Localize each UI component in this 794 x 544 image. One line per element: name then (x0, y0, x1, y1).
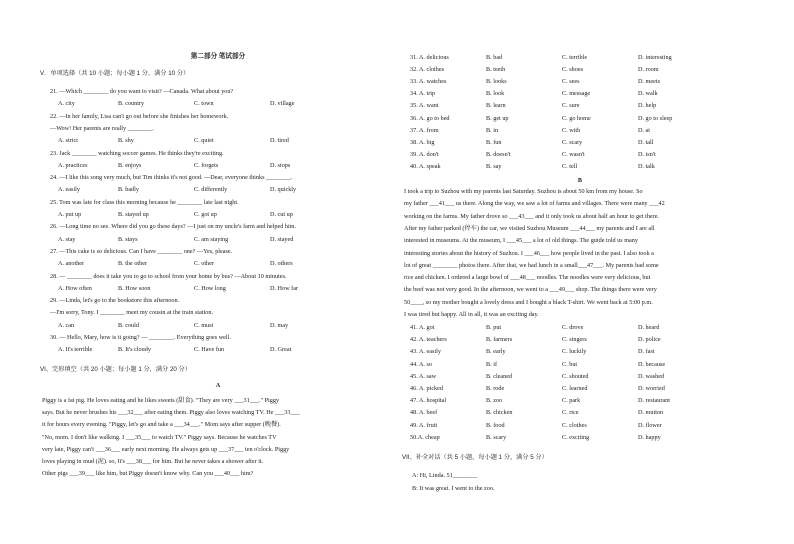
answer-option: D. heard (638, 324, 660, 331)
passage-line: working on the farms. My father drove so ___43___ and it only took us about half an hour to get there. (404, 212, 660, 220)
answer-option: A. stay (58, 235, 76, 243)
answer-option: 32. A. clothes (410, 66, 445, 74)
answer-option: C. differently (194, 186, 228, 194)
answer-option: D. room (638, 66, 659, 74)
answer-option: C. rice (562, 409, 579, 417)
answer-option: A. can (58, 321, 75, 329)
answer-option: A. easily (58, 186, 80, 194)
answer-option: D. stayed (270, 235, 294, 243)
answer-option: B. fun (486, 138, 502, 146)
answer-option: C. scary (562, 138, 583, 146)
answer-option: A. It's terrible (58, 346, 93, 354)
answer-option: D. happy (638, 433, 661, 441)
question-stem: 21. —Which ________ do you want to visit? —Canada. What about you? (50, 88, 234, 95)
answer-option: B. put (486, 324, 502, 331)
answer-option: B. How soon (118, 284, 151, 292)
dialogue-line: B: It was great. I went to the zoo. (412, 485, 495, 492)
answer-option: 37. A. from (410, 126, 439, 134)
question-stem: 29. —Linda, let's go to the bookstore this afternoon. (50, 297, 180, 305)
passage-line: I took a trip to Suzhou with my parents last Saturday. Suzhou is about 50 km from my house. So (404, 188, 643, 195)
answer-option: D. cut up (270, 211, 293, 218)
passage-line: lot of great ________ photos there. After that, we had lunch in a small___47___. My parents had some (404, 261, 659, 269)
passage-line: says. But he never brushes his ___32___ after eating them. Piggy also loves watching TV. He ___33___ (42, 409, 300, 417)
answer-option: C. wasn't (562, 150, 585, 158)
passage-line: my father ___41___ us there. Along the way, we saw a lot of farms and villages. There were many ___42 (404, 200, 665, 208)
answer-option: C. Have fun (194, 346, 225, 354)
part-title: 第二部分 笔试部分 (190, 53, 246, 60)
passage-line: Other pigs ___39___ like him, but Piggy doesn't know why. Can you ___40___ him? (42, 470, 254, 478)
answer-option: B. look (486, 90, 505, 98)
question-stem: 30. — Hello, Mary, how is it going? — ________. Everything goes well. (50, 334, 231, 341)
answer-option: B. early (486, 348, 506, 356)
answer-option: D. talk (638, 162, 655, 170)
answer-option: D. tall (638, 138, 654, 146)
answer-option: B. country (118, 100, 145, 108)
answer-option: C. sees (562, 78, 580, 86)
answer-option: 45. A. saw (410, 372, 437, 380)
answer-option: B. looks (486, 78, 507, 86)
passage-line: interesting stories about the history of Suzhou. I ___46___ how people lived in the past. I also took a (404, 249, 654, 257)
answer-option: 33. A. watches (410, 78, 447, 86)
question-stem: 26. —Long time no see. Where did you go these days? —I just on my uncle's farm and helped him. (50, 223, 297, 231)
answer-option: D. interesting (638, 54, 672, 61)
question-stem: 28. — ________ does it take you to go to school from your home by bus? —About 10 minutes. (50, 272, 287, 280)
section-vii-heading: VII、补全对话（共 5 小题，每小题 1 分，满分 5 分） (402, 454, 548, 461)
answer-option: A. strict (58, 137, 78, 145)
answer-option: C. must (194, 321, 214, 329)
answer-option: C. park (562, 397, 581, 405)
answer-option: D. stops (270, 161, 291, 169)
answer-option: 39. A. don't (410, 150, 439, 158)
question-stem: 22. —In her family, Lisa can't go out before she finishes her homework. (50, 112, 229, 120)
answer-option: D. police (638, 336, 661, 344)
answer-option: B. learn (486, 102, 506, 110)
passage-line: 50____, so my mother bought a lovely dress and I bought a black T-shirt. We went back at 5:00 p.m. (404, 298, 653, 306)
section-v-heading: V．单项选择（共 10 小题；每小题 1 分，满分 10 分） (40, 70, 190, 77)
passage-line: rice and chicken. I ordered a large bowl of ___48___ noodles. The noodles were very delicious, but (404, 274, 651, 282)
answer-option: 41. A. got (410, 324, 435, 331)
answer-option: C. go home (562, 114, 591, 122)
answer-option: B. scary (486, 433, 507, 441)
passage-b-heading: B (577, 177, 583, 184)
answer-option: C. shouted (562, 372, 589, 380)
answer-option: 43. A. easily (410, 348, 441, 356)
answer-option: D. Great (270, 346, 292, 354)
answer-option: A. practices (58, 161, 88, 169)
answer-option: 35. A. want (410, 102, 439, 110)
answer-option: B. get up (486, 114, 509, 122)
answer-option: D. isn't (638, 150, 656, 158)
answer-option: D. tired (270, 137, 289, 145)
passage-line: Piggy is a fat pig. He loves eating and he likes sweets (甜食). "They are very ___31___." Piggy (42, 397, 280, 404)
answer-option: C. am staying (194, 235, 229, 243)
answer-option: C. drove (562, 324, 584, 331)
answer-option: B. say (486, 162, 502, 170)
answer-option: 34. A. trip (410, 90, 436, 98)
answer-option: C. sure (562, 102, 580, 110)
answer-option: 36. A. go to bed (410, 114, 450, 122)
answer-option: D. How far (270, 284, 299, 292)
answer-option: B. could (118, 321, 139, 329)
answer-option: C. with (562, 126, 581, 134)
answer-option: D. because (638, 360, 666, 368)
answer-option: A. city (58, 100, 75, 108)
answer-option: C. forgets (194, 161, 219, 169)
answer-option: D. may (270, 321, 289, 329)
answer-option: B. zoo (486, 397, 503, 405)
question-stem: 25. Tom was late for class this morning because he ________ late last night. (50, 198, 239, 206)
answer-option: D. help (638, 102, 657, 110)
question-stem: —I'm sorry, Tony. I ________ meet my cousin at the train station. (50, 309, 214, 317)
answer-option: D. mutton (638, 409, 664, 417)
answer-option: C. How long (194, 284, 226, 292)
passage-line: interested in museums. At the museum, I ___45___ a lot of old things. The guide told us many (404, 237, 638, 245)
answer-option: D. quickly (270, 186, 297, 194)
answer-option: D. village (270, 100, 295, 108)
answer-option: C. but (562, 360, 578, 368)
answer-option: D. washed (638, 372, 665, 380)
answer-option: 31. A. delicious (410, 54, 449, 61)
answer-option: C. clothes (562, 421, 587, 429)
answer-option: 44. A. so (410, 360, 433, 368)
answer-option: B. rode (486, 385, 505, 392)
answer-option: B. food (486, 421, 505, 429)
passage-a-heading: A (215, 382, 221, 389)
answer-option: B. doesn't (486, 150, 511, 158)
answer-option: A. another (58, 260, 85, 268)
passage-line: it for hours every evening. "Piggy, let's go and take a ___34___." Mom says after supper (晚餐). (42, 421, 281, 429)
answer-option: B. shy (118, 137, 134, 145)
answer-option: B. farmers (486, 336, 513, 344)
question-stem: 24. —I like this song very much, but Tim thinks it's not good. —Dear, everyone thinks ________. (50, 174, 293, 182)
answer-option: D. meets (638, 78, 660, 86)
answer-option: C. other (194, 260, 214, 268)
question-stem: 27. —This cake is so delicious. Can I have ________ one? —Yes, please. (50, 247, 233, 255)
answer-option: C. shoes (562, 66, 583, 74)
answer-option: 42. A. teachers (410, 336, 447, 344)
answer-option: 49. A. fruit (410, 421, 438, 429)
answer-option: C. town (194, 100, 214, 108)
passage-line: After my father parked (停车) the car, we visited Suzhou Museum ___44___ my parents and I are all (404, 224, 655, 232)
answer-option: 47. A. hospital (410, 397, 447, 405)
answer-option: C. terrible (562, 54, 588, 61)
answer-option: 40. A. speak (410, 162, 441, 170)
answer-option: B. stays (118, 235, 138, 243)
answer-option: D. walk (638, 90, 658, 98)
answer-option: C. message (562, 90, 591, 98)
answer-option: B. in (486, 126, 499, 134)
answer-option: B. the other (118, 260, 148, 268)
answer-option: C. tell (562, 162, 578, 170)
answer-option: A. How often (58, 284, 92, 292)
answer-option: D. at (638, 126, 651, 134)
answer-option: C. got up (194, 211, 217, 218)
answer-option: B. cleaned (486, 372, 513, 380)
answer-option: A. put up (58, 211, 82, 218)
answer-option: B. It's cloudy (118, 346, 151, 354)
answer-option: C. singers (562, 336, 587, 344)
answer-option: B. enjoys (118, 161, 142, 169)
passage-line: "No, mom. I don't like walking. I ___35___ to watch TV." Piggy says. Because he watches TV (42, 433, 277, 441)
answer-option: D. flower (638, 421, 662, 429)
answer-option: 50.A. cheap (410, 433, 440, 441)
answer-option: B. teeth (486, 66, 506, 74)
answer-option: C. exciting (562, 433, 590, 441)
answer-option: 48. A. beef (410, 409, 438, 417)
passage-line: I was tired but happy. All in all, it was an exciting day. (404, 311, 539, 318)
answer-option: D. worried (638, 385, 665, 392)
answer-option: B. stayed up (118, 211, 149, 218)
answer-option: B. if (486, 360, 498, 368)
answer-option: D. restaurant (638, 397, 670, 405)
answer-option: 46. A. picked (410, 385, 443, 392)
question-stem: 23. Jack ________ watching soccer games. He thinks they're exciting. (50, 149, 224, 157)
passage-line: the beef was not very good. In the afternoon, we went to a ___49___ shop. The things there were very (404, 286, 657, 294)
question-stem: —Wow! Her parents are really ________. (50, 124, 154, 132)
answer-option: D. go to sleep (638, 114, 673, 122)
dialogue-line: A: Hi, Linda. 51________ (412, 472, 478, 479)
answer-option: C. learned (562, 385, 588, 392)
answer-option: B. badly (118, 186, 139, 194)
section-vi-heading: VI、完形填空（共 20 小题；每小题 1 分，满分 20 分） (40, 366, 191, 373)
answer-option: 38. A. big (410, 138, 435, 146)
answer-option: D. others (270, 260, 293, 268)
passage-line: loves playing in mud (泥). so, It's ___38___ for him. But he never takes a shower after it. (42, 458, 264, 465)
answer-option: B. chicken (486, 409, 513, 417)
passage-line: very late, Piggy can't ___36___ early next morning. He always gets up ___37___ ten o'clock. Piggy (42, 445, 290, 453)
answer-option: D. fast (638, 348, 655, 356)
answer-option: B. bad (486, 54, 503, 61)
answer-option: C. luckily (562, 348, 587, 356)
answer-option: C. quiet (194, 137, 214, 145)
